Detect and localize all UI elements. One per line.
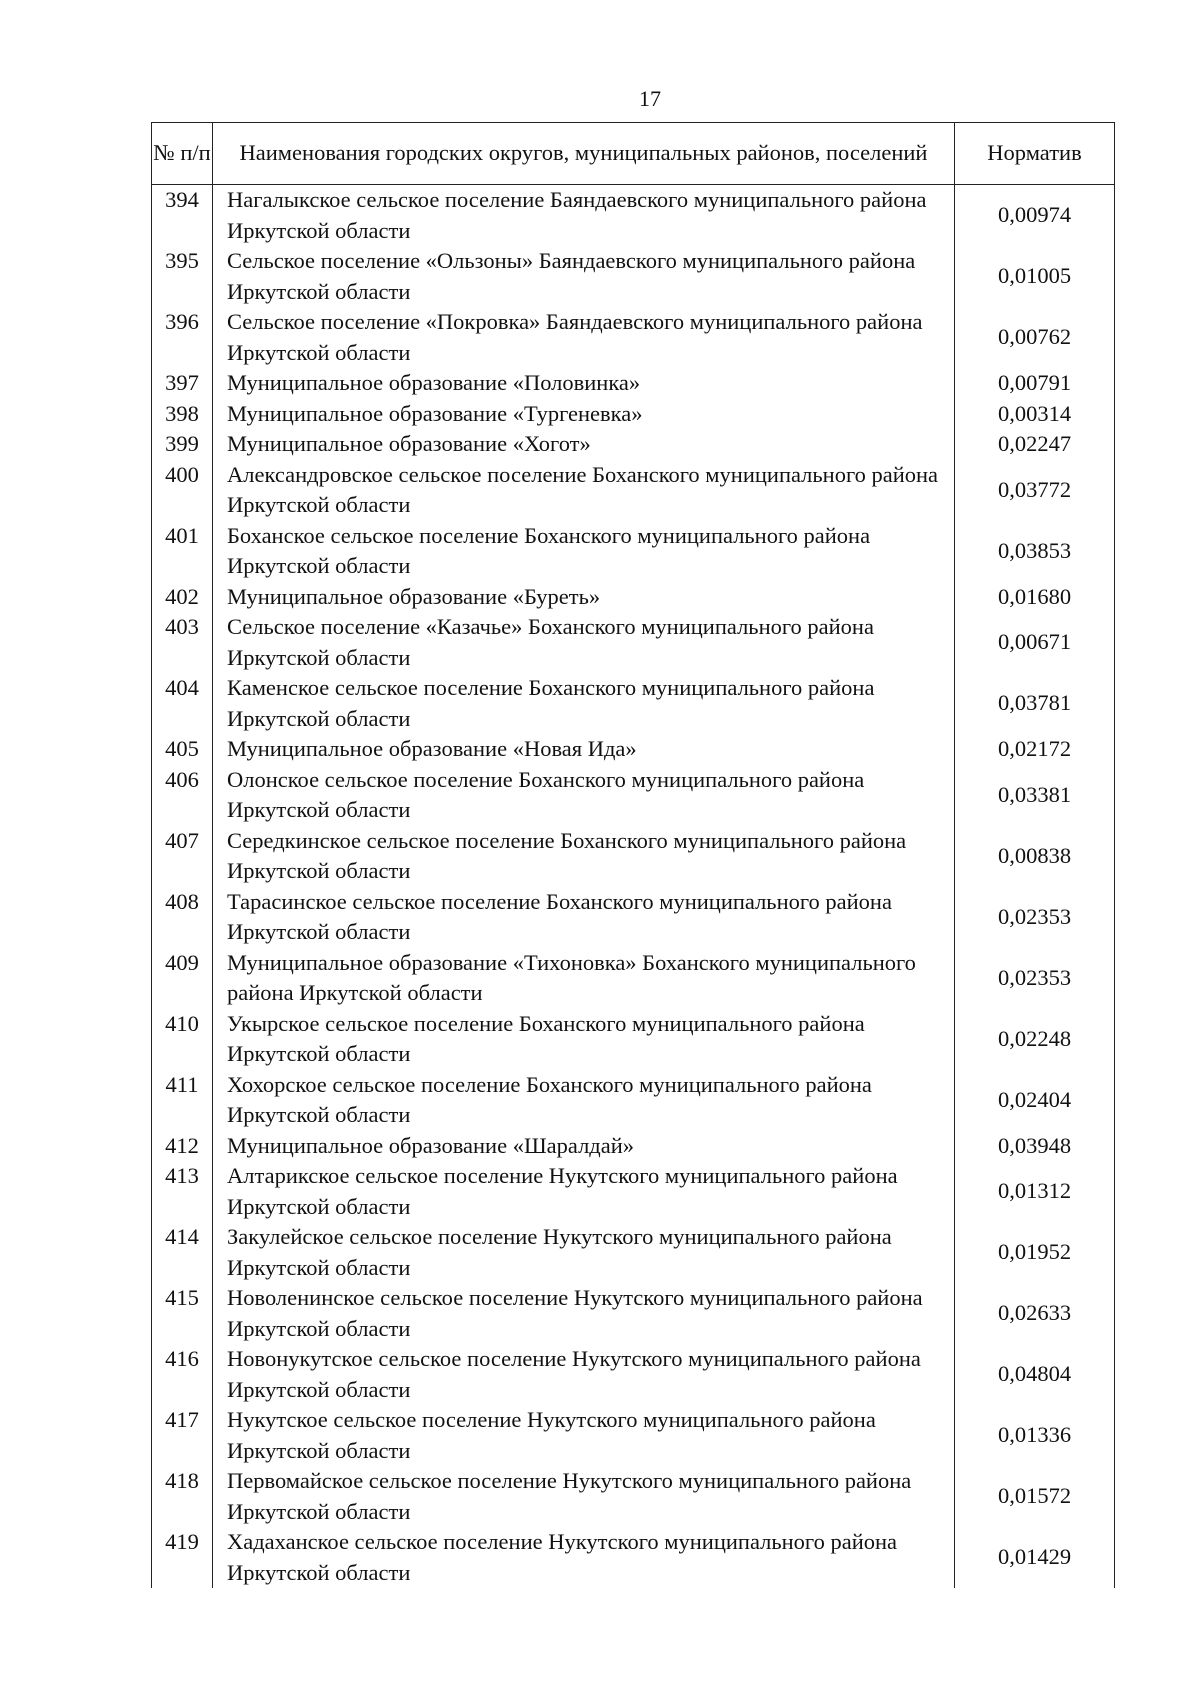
row-value: 0,01005 [955,246,1115,307]
row-number: 400 [152,460,213,521]
header-name: Наименования городских округов, муниципальных районов, поселений [213,123,955,185]
row-value: 0,01680 [955,582,1115,613]
row-name: Муниципальное образование «Буреть» [213,582,955,613]
row-value: 0,02633 [955,1283,1115,1344]
row-name: Новонукутское сельское поселение Нукутского муниципального района Иркутской области [213,1344,955,1405]
row-number: 394 [152,185,213,247]
row-value: 0,00974 [955,185,1115,247]
normative-table-container [151,122,1114,1588]
row-value: 0,01312 [955,1161,1115,1222]
row-value: 0,01336 [955,1405,1115,1466]
header-number: № п/п [152,123,213,185]
row-value: 0,01429 [955,1527,1115,1588]
row-number: 397 [152,368,213,399]
row-number: 401 [152,521,213,582]
table-row [152,1009,1115,1070]
table-row [152,246,1115,307]
table-row [152,1131,1115,1162]
table-row [152,1344,1115,1405]
row-name: Нагалыкское сельское поселение Баяндаевского муниципального района Иркутской области [213,185,955,247]
row-value: 0,00314 [955,399,1115,430]
row-value: 0,02172 [955,734,1115,765]
table-row [152,1161,1115,1222]
row-value: 0,03948 [955,1131,1115,1162]
row-name: Сельское поселение «Казачье» Боханского муниципального района Иркутской области [213,612,955,673]
row-number: 408 [152,887,213,948]
row-name: Муниципальное образование «Тургеневка» [213,399,955,430]
row-name: Середкинское сельское поселение Боханского муниципального района Иркутской области [213,826,955,887]
row-name: Сельское поселение «Покровка» Баяндаевского муниципального района Иркутской области [213,307,955,368]
row-number: 402 [152,582,213,613]
row-name: Олонское сельское поселение Боханского муниципального района Иркутской области [213,765,955,826]
row-name: Алтарикское сельское поселение Нукутского муниципального района Иркутской области [213,1161,955,1222]
normative-table [151,122,1115,1588]
row-number: 398 [152,399,213,430]
table-row [152,1405,1115,1466]
table-row [152,1070,1115,1131]
row-name: Сельское поселение «Ользоны» Баяндаевского муниципального района Иркутской области [213,246,955,307]
row-value: 0,04804 [955,1344,1115,1405]
row-name: Александровское сельское поселение Боханского муниципального района Иркутской области [213,460,955,521]
table-row [152,1466,1115,1527]
header-value: Норматив [955,123,1115,185]
row-number: 417 [152,1405,213,1466]
table-row [152,765,1115,826]
table-header [152,123,1115,185]
row-number: 410 [152,1009,213,1070]
row-number: 395 [152,246,213,307]
row-name: Тарасинское сельское поселение Боханского муниципального района Иркутской области [213,887,955,948]
row-number: 412 [152,1131,213,1162]
row-number: 403 [152,612,213,673]
table-row [152,307,1115,368]
row-number: 405 [152,734,213,765]
row-value: 0,00671 [955,612,1115,673]
row-name: Боханское сельское поселение Боханского муниципального района Иркутской области [213,521,955,582]
table-row [152,1222,1115,1283]
table-row [152,368,1115,399]
table-body [152,185,1115,1589]
row-name: Закулейское сельское поселение Нукутского муниципального района Иркутской области [213,1222,955,1283]
table-row [152,826,1115,887]
row-name: Муниципальное образование «Шаралдай» [213,1131,955,1162]
row-value: 0,03772 [955,460,1115,521]
row-value: 0,01572 [955,1466,1115,1527]
row-name: Муниципальное образование «Новая Ида» [213,734,955,765]
row-value: 0,02248 [955,1009,1115,1070]
table-row [152,1527,1115,1588]
row-value: 0,02404 [955,1070,1115,1131]
table-row [152,612,1115,673]
row-name: Муниципальное образование «Хогот» [213,429,955,460]
row-value: 0,02247 [955,429,1115,460]
row-value: 0,03853 [955,521,1115,582]
row-name: Каменское сельское поселение Боханского муниципального района Иркутской области [213,673,955,734]
row-number: 418 [152,1466,213,1527]
row-name: Укырское сельское поселение Боханского муниципального района Иркутской области [213,1009,955,1070]
row-name: Муниципальное образование «Половинка» [213,368,955,399]
row-number: 399 [152,429,213,460]
row-value: 0,00838 [955,826,1115,887]
row-number: 404 [152,673,213,734]
table-row [152,1283,1115,1344]
row-number: 419 [152,1527,213,1588]
table-row [152,887,1115,948]
row-value: 0,03381 [955,765,1115,826]
row-name: Хадаханское сельское поселение Нукутского муниципального района Иркутской области [213,1527,955,1588]
row-number: 406 [152,765,213,826]
row-number: 414 [152,1222,213,1283]
row-name: Нукутское сельское поселение Нукутского муниципального района Иркутской области [213,1405,955,1466]
row-number: 409 [152,948,213,1009]
row-name: Новоленинское сельское поселение Нукутского муниципального района Иркутской области [213,1283,955,1344]
row-value: 0,00791 [955,368,1115,399]
row-value: 0,03781 [955,673,1115,734]
row-number: 396 [152,307,213,368]
row-value: 0,02353 [955,887,1115,948]
table-row [152,185,1115,247]
row-number: 415 [152,1283,213,1344]
table-row [152,521,1115,582]
row-name: Муниципальное образование «Тихоновка» Боханского муниципального района Иркутской области [213,948,955,1009]
table-row [152,673,1115,734]
row-value: 0,00762 [955,307,1115,368]
table-row [152,948,1115,1009]
table-row [152,460,1115,521]
row-value: 0,02353 [955,948,1115,1009]
row-name: Хохорское сельское поселение Боханского муниципального района Иркутской области [213,1070,955,1131]
row-number: 407 [152,826,213,887]
table-row [152,429,1115,460]
row-number: 416 [152,1344,213,1405]
row-number: 413 [152,1161,213,1222]
row-value: 0,01952 [955,1222,1115,1283]
row-name: Первомайское сельское поселение Нукутского муниципального района Иркутской области [213,1466,955,1527]
row-number: 411 [152,1070,213,1131]
page-number: 17 [639,86,661,111]
table-row [152,582,1115,613]
table-row [152,399,1115,430]
table-row [152,734,1115,765]
